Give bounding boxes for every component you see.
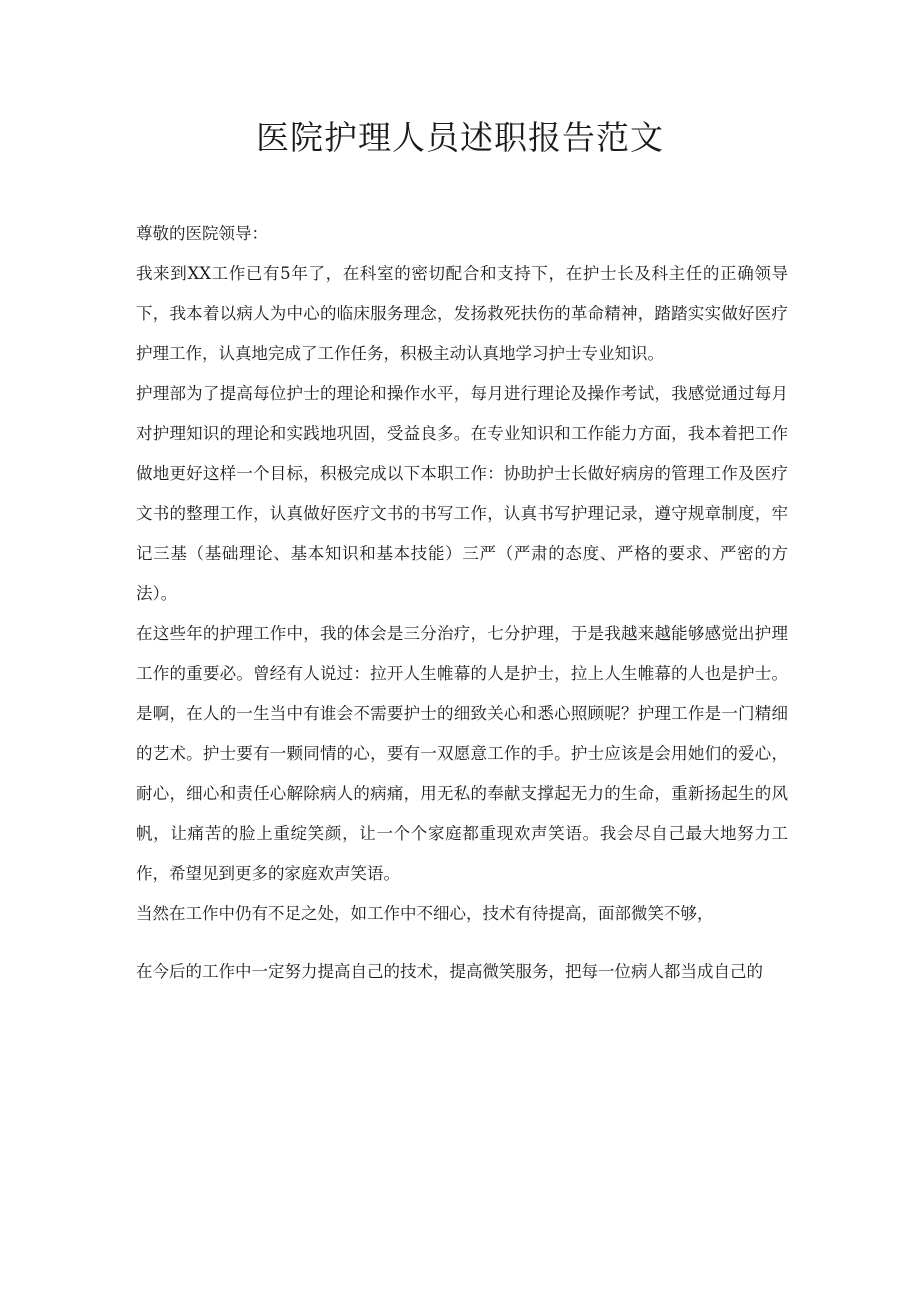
document-title: 医院护理人员述职报告范文 bbox=[256, 118, 664, 157]
paragraph-shortcomings: 当然在工作中仍有不足之处，如工作中不细心，技术有待提高，面部微笑不够， bbox=[136, 904, 714, 923]
paragraph-future-plan: 在今后的工作中一定努力提高自己的技术，提高微笑服务，把每一位病人都当成自己的 bbox=[136, 962, 763, 981]
paragraph-professional-work: 护理部为了提高每位护士的理论和操作水平，每月进行理论及操作考试，我感觉通过每月对护理知识的理论和实践地巩固，受益良多。在专业知识和工作能力方面，我本着把工作做地更好这样一个目标，积极完成以下本职工作：协助护士长做好病房的管理工作及医疗文书的整理工作，认真做好医疗文书的书写工作，认真书写护理记录，遵守规章制度，牢记三基（基础理论、基本知识和基本技能）三严（严肃的态度、严格的要求、严密的方法）。 bbox=[136, 384, 788, 603]
document-body bbox=[136, 214, 788, 992]
paragraph-nursing-reflection: 在这些年的护理工作中，我的体会是三分治疗，七分护理，于是我越来越能够感觉出护理工作的重要必。曾经有人说过：拉开人生帷幕的人是护士，拉上人生帷幕的人也是护士。是啊，在人的一生当中有谁会不需要护士的细致关心和悉心照顾呢？护理工作是一门精细的艺术。护士要有一颗同情的心，要有一双愿意工作的手。护士应该是会用她们的爱心，耐心，细心和责任心解除病人的病痛，用无私的奉献支撑起无力的生命，重新扬起生的风帆，让痛苦的脸上重绽笑颜，让一个个家庭都重现欢声笑语。我会尽自己最大地努力工作，希望见到更多的家庭欢声笑语。 bbox=[136, 624, 788, 883]
paragraph-introduction: 我来到XX工作已有5年了，在科室的密切配合和支持下，在护士长及科主任的正确领导下，我本着以病人为中心的临床服务理念，发扬救死扶伤的革命精神，踏踏实实做好医疗护理工作，认真地完成了工作任务，积极主动认真地学习护士专业知识。 bbox=[136, 264, 788, 363]
paragraph-greeting: 尊敬的医院领导： bbox=[136, 224, 268, 243]
